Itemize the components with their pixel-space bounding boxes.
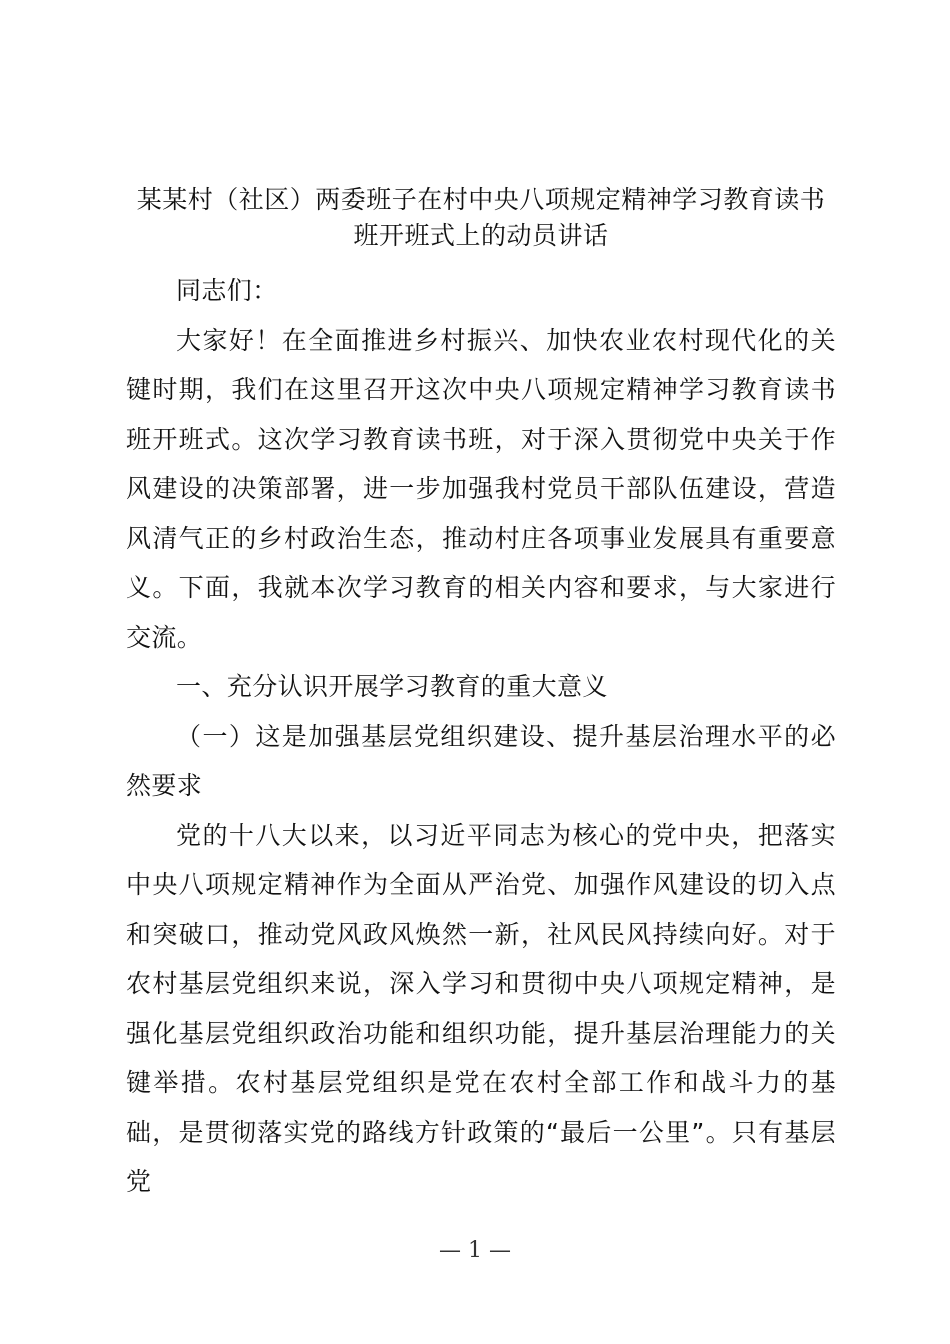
opening-paragraph: 大家好！在全面推进乡村振兴、加快农业农村现代化的关键时期，我们在这里召开这次中央八项规定精神学习教育读书班开班式。这次学习教育读书班，对于深入贯彻党中央关于作风建设的决策部署，进一步加强我村党员干部队伍建设，营造风清气正的乡村政治生态，推动村庄各项事业发展具有重要意义。下面，我就本次学习教育的相关内容和要求，与大家进行交流。 xyxy=(126,325,836,652)
page-number: — 1 — xyxy=(439,1238,511,1263)
document-title xyxy=(126,182,836,254)
title-line-1: 某某村（社区）两委班子在村中央八项规定精神学习教育读书 xyxy=(136,185,826,214)
body-paragraph: 党的十八大以来，以习近平同志为核心的党中央，把落实中央八项规定精神作为全面从严治党、加强作风建设的切入点和突破口，推动党风政风焕然一新，社风民风持续向好。对于农村基层党组织来说，深入学习和贯彻中央八项规定精神，是强化基层党组织政治功能和组织功能，提升基层治理能力的关键举措。农村基层党组织是党在农村全部工作和战斗力的基础，是贯彻落实党的路线方针政策的“最后一公里”。只有基层党 xyxy=(126,820,836,1196)
salutation: 同志们： xyxy=(176,276,278,305)
section-heading: 一、充分认识开展学习教育的重大意义 xyxy=(176,672,608,701)
title-line-2: 班开班式上的动员讲话 xyxy=(353,221,609,250)
subsection-heading: （一）这是加强基层党组织建设、提升基层治理水平的必然要求 xyxy=(126,721,836,800)
document-body xyxy=(126,182,836,1207)
